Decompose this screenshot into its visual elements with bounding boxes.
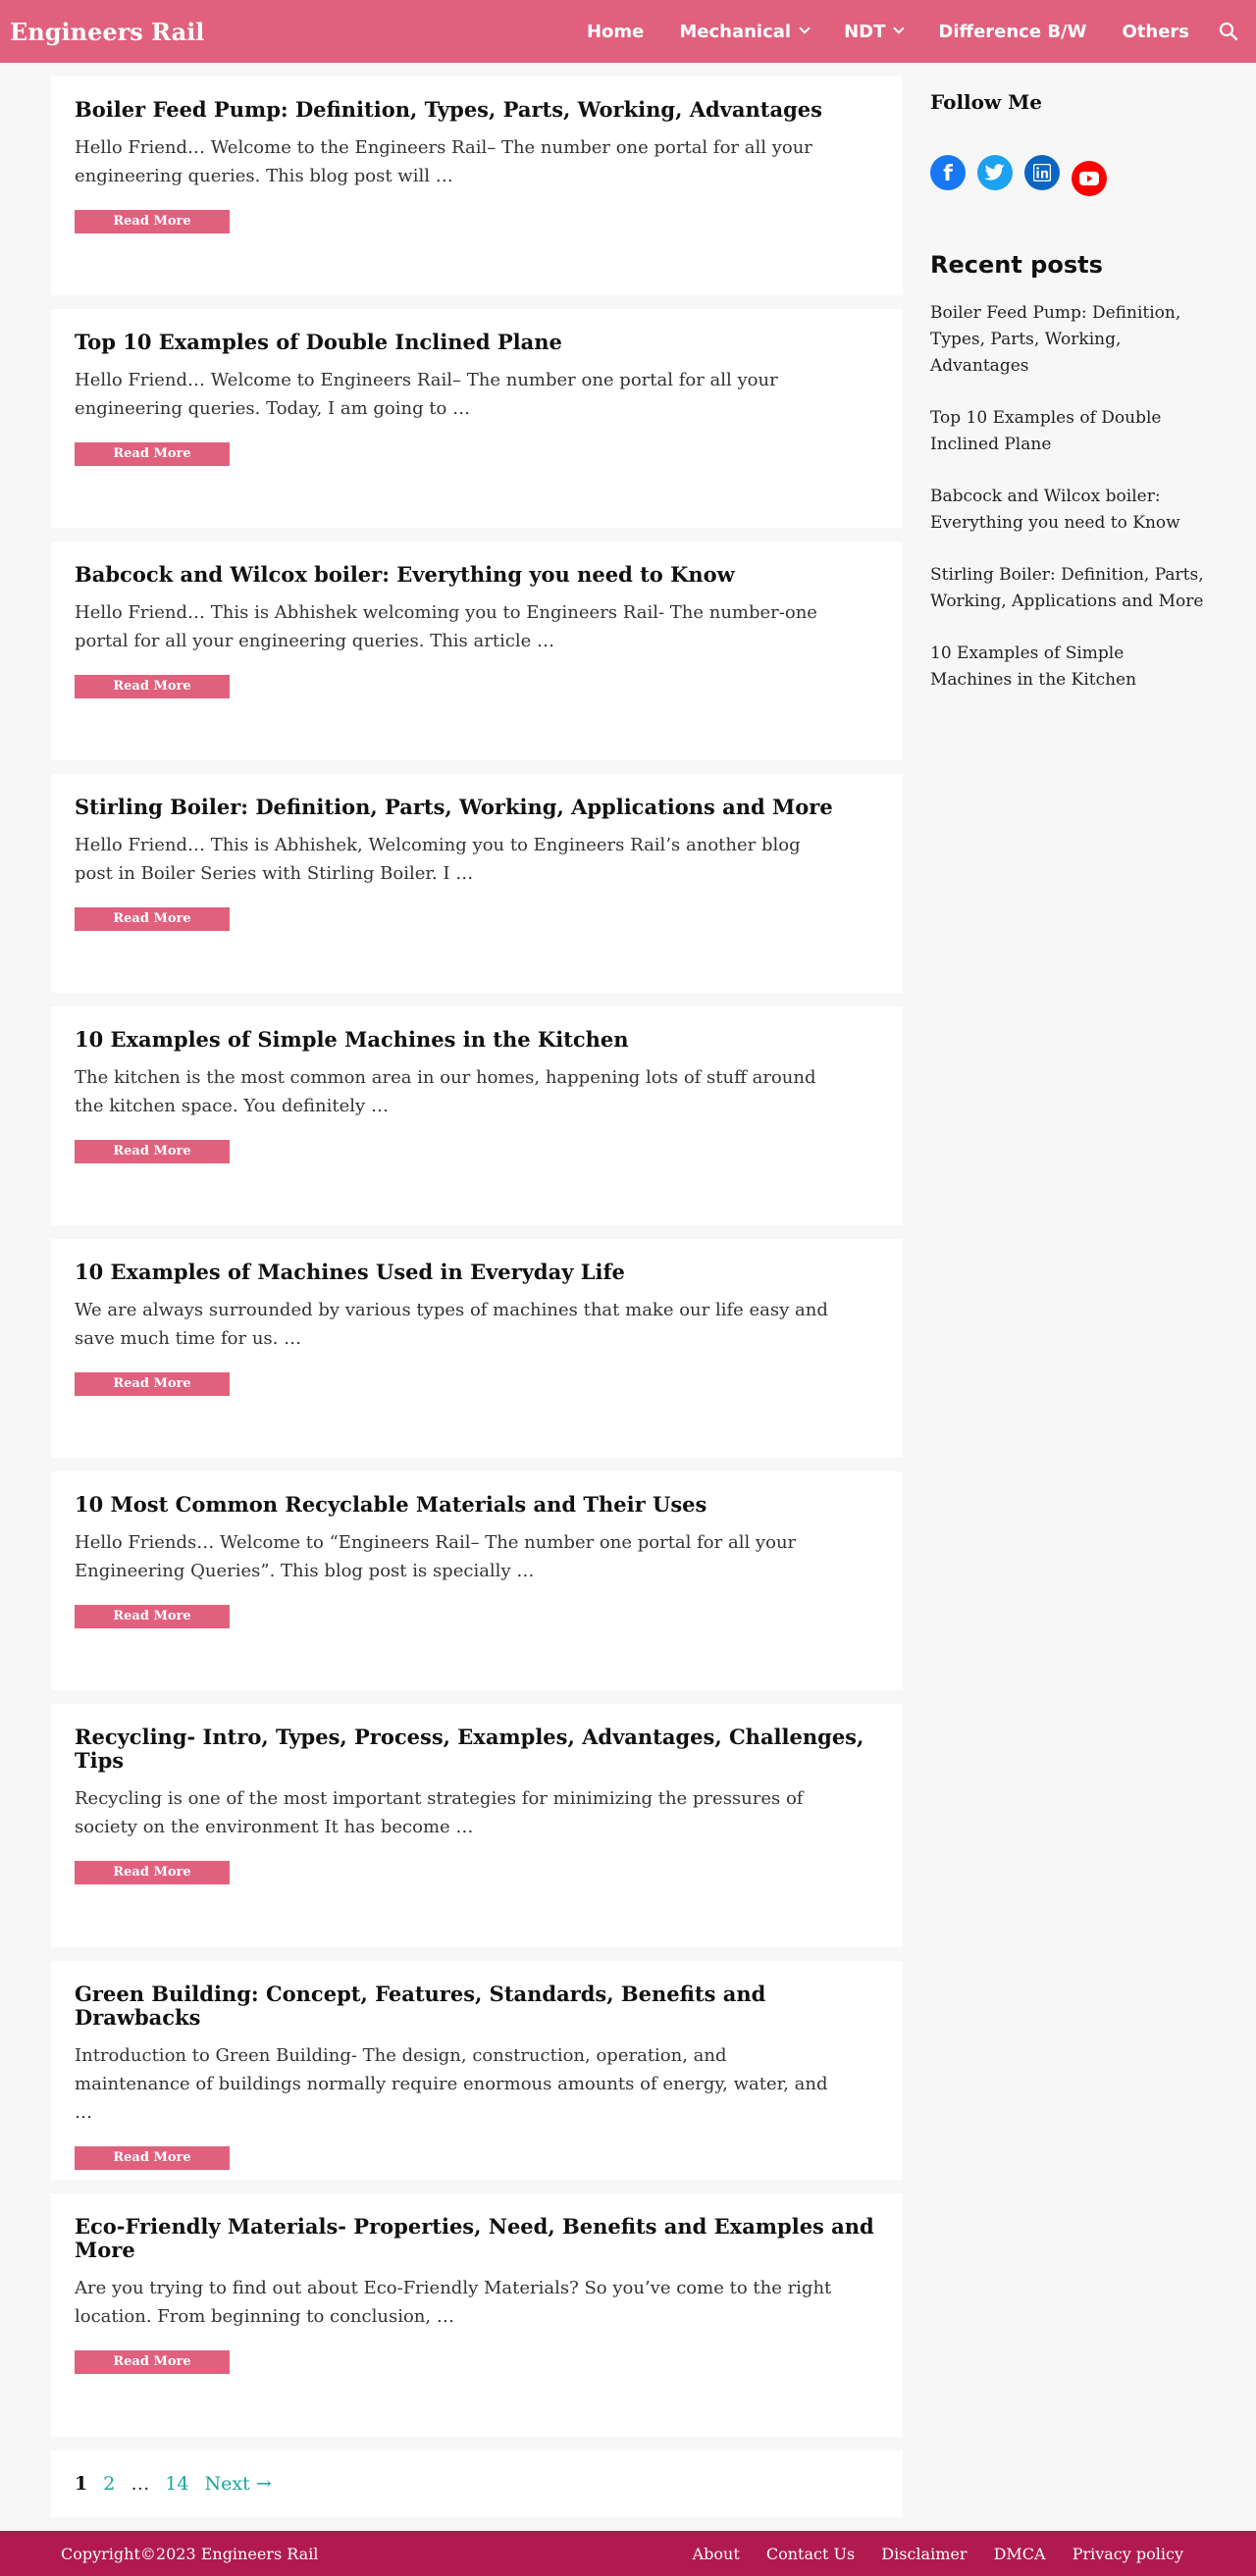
post-excerpt: Hello Friend… Welcome to Engineers Rail– The number one portal for all your engineering queries. Today, I am going to …	[75, 370, 778, 420]
follow-title: Follow Me	[930, 90, 1043, 114]
post-title[interactable]: Boiler Feed Pump: Definition, Types, Parts, Working, Advantages	[75, 97, 822, 122]
social-links	[930, 155, 1205, 196]
read-more-button[interactable]: Read More	[75, 442, 230, 466]
read-more-button[interactable]: Read More	[75, 1372, 230, 1396]
read-more-button[interactable]: Read More	[75, 2146, 230, 2170]
page-dots: …	[131, 2473, 150, 2495]
youtube-icon[interactable]	[1072, 161, 1107, 196]
post-card	[51, 1471, 903, 1690]
pagination	[51, 2450, 903, 2517]
post-title[interactable]: Top 10 Examples of Double Inclined Plane	[75, 330, 562, 354]
site-header	[0, 0, 1256, 63]
twitter-icon[interactable]	[977, 155, 1013, 190]
main-nav	[569, 0, 1246, 63]
footer-link-privacy[interactable]: Privacy policy	[1072, 2544, 1183, 2563]
post-title[interactable]: Eco-Friendly Materials- Properties, Need, Benefits and Examples and More	[75, 2214, 874, 2263]
post-excerpt: Recycling is one of the most important strategies for minimizing the pressures of society on the environment It has become …	[75, 1788, 804, 1838]
post-excerpt: Introduction to Green Building- The design, construction, operation, and maintenance of buildings normally require enormous amounts of energy, water, and …	[75, 2045, 828, 2124]
footer-link-about[interactable]: About	[692, 2544, 740, 2563]
facebook-icon[interactable]	[930, 155, 966, 190]
nav-label: Difference B/W	[938, 21, 1087, 42]
nav-label: Mechanical	[679, 21, 792, 42]
footer-link-dmca[interactable]: DMCA	[993, 2544, 1046, 2563]
post-card	[51, 541, 903, 760]
nav-others[interactable]	[1104, 0, 1207, 63]
post-excerpt: Hello Friend… This is Abhishek welcoming you to Engineers Rail- The number-one portal for all your engineering queries. This article …	[75, 602, 817, 652]
post-list	[51, 77, 903, 2531]
post-excerpt: Are you trying to find out about Eco-Friendly Materials? So you’ve come to the right location. From beginning to conclusion, …	[75, 2278, 832, 2328]
post-excerpt: We are always surrounded by various types of machines that make our life easy and save much time for us. …	[75, 1300, 828, 1350]
read-more-button[interactable]: Read More	[75, 1140, 230, 1163]
recent-posts-title: Recent posts	[930, 251, 1103, 279]
recent-post-link[interactable]: Stirling Boiler: Definition, Parts, Working, Applications and More	[930, 565, 1204, 611]
read-more-button[interactable]: Read More	[75, 1605, 230, 1628]
nav-label: Others	[1122, 21, 1189, 42]
read-more-button[interactable]: Read More	[75, 907, 230, 931]
post-card	[51, 77, 903, 295]
nav-difference[interactable]	[920, 0, 1104, 63]
post-title[interactable]: Recycling- Intro, Types, Process, Examples, Advantages, Challenges, Tips	[75, 1725, 864, 1774]
read-more-button[interactable]: Read More	[75, 210, 230, 233]
post-title[interactable]: 10 Examples of Simple Machines in the Kitchen	[75, 1027, 629, 1052]
recent-post-link[interactable]: Top 10 Examples of Double Inclined Plane	[930, 408, 1162, 454]
search-icon[interactable]	[1211, 0, 1246, 63]
nav-label: Home	[586, 21, 645, 42]
site-logo[interactable]: Engineers Rail	[10, 17, 205, 46]
linkedin-icon[interactable]	[1024, 155, 1060, 190]
nav-ndt[interactable]	[826, 0, 920, 63]
post-title[interactable]: Green Building: Concept, Features, Standards, Benefits and Drawbacks	[75, 1982, 766, 2031]
footer-links	[671, 2545, 1183, 2563]
copyright-text: Copyright©2023 Engineers Rail	[61, 2544, 319, 2563]
post-excerpt: Hello Friends… Welcome to “Engineers Rail– The number one portal for all your Engineering Queries”. This blog post is specially …	[75, 1532, 797, 1582]
post-title[interactable]: 10 Most Common Recyclable Materials and Their Uses	[75, 1492, 707, 1517]
footer-link-contact[interactable]: Contact Us	[765, 2544, 856, 2563]
post-title[interactable]: 10 Examples of Machines Used in Everyday Life	[75, 1260, 625, 1284]
nav-mechanical[interactable]	[661, 0, 826, 63]
page-link-last[interactable]: 14	[165, 2473, 189, 2495]
post-title[interactable]: Babcock and Wilcox boiler: Everything you need to Know	[75, 562, 735, 587]
page-link-2[interactable]: 2	[103, 2473, 116, 2495]
post-card	[51, 1961, 903, 2180]
recent-post-link[interactable]: Boiler Feed Pump: Definition, Types, Parts, Working, Advantages	[930, 303, 1181, 376]
post-card	[51, 1704, 903, 1947]
next-page-link[interactable]: Next →	[204, 2473, 272, 2495]
sidebar	[930, 77, 1205, 2531]
post-card	[51, 1006, 903, 1225]
post-card	[51, 774, 903, 993]
read-more-button[interactable]: Read More	[75, 1861, 230, 1884]
post-card	[51, 1239, 903, 1458]
site-footer	[0, 2531, 1256, 2576]
post-card	[51, 309, 903, 528]
page-current: 1	[75, 2473, 88, 2495]
read-more-button[interactable]: Read More	[75, 675, 230, 698]
recent-post-link[interactable]: 10 Examples of Simple Machines in the Kitchen	[930, 644, 1137, 690]
nav-home[interactable]	[569, 0, 661, 63]
post-excerpt: Hello Friend… This is Abhishek, Welcoming you to Engineers Rail’s another blog post in Boiler Series with Stirling Boiler. I …	[75, 835, 801, 885]
page-layout	[0, 63, 1256, 2531]
chevron-down-icon	[799, 23, 810, 33]
recent-post-link[interactable]: Babcock and Wilcox boiler: Everything you need to Know	[930, 487, 1180, 533]
post-card	[51, 2193, 903, 2437]
post-excerpt: The kitchen is the most common area in our homes, happening lots of stuff around the kitchen space. You definitely …	[75, 1067, 816, 1117]
read-more-button[interactable]: Read More	[75, 2350, 230, 2374]
post-excerpt: Hello Friend… Welcome to the Engineers Rail– The number one portal for all your engineering queries. This blog post will …	[75, 137, 812, 187]
post-title[interactable]: Stirling Boiler: Definition, Parts, Working, Applications and More	[75, 795, 833, 819]
footer-link-disclaimer[interactable]: Disclaimer	[881, 2544, 968, 2563]
chevron-down-icon	[894, 23, 905, 33]
nav-label: NDT	[844, 21, 886, 42]
svg-text:f: f	[943, 162, 953, 186]
